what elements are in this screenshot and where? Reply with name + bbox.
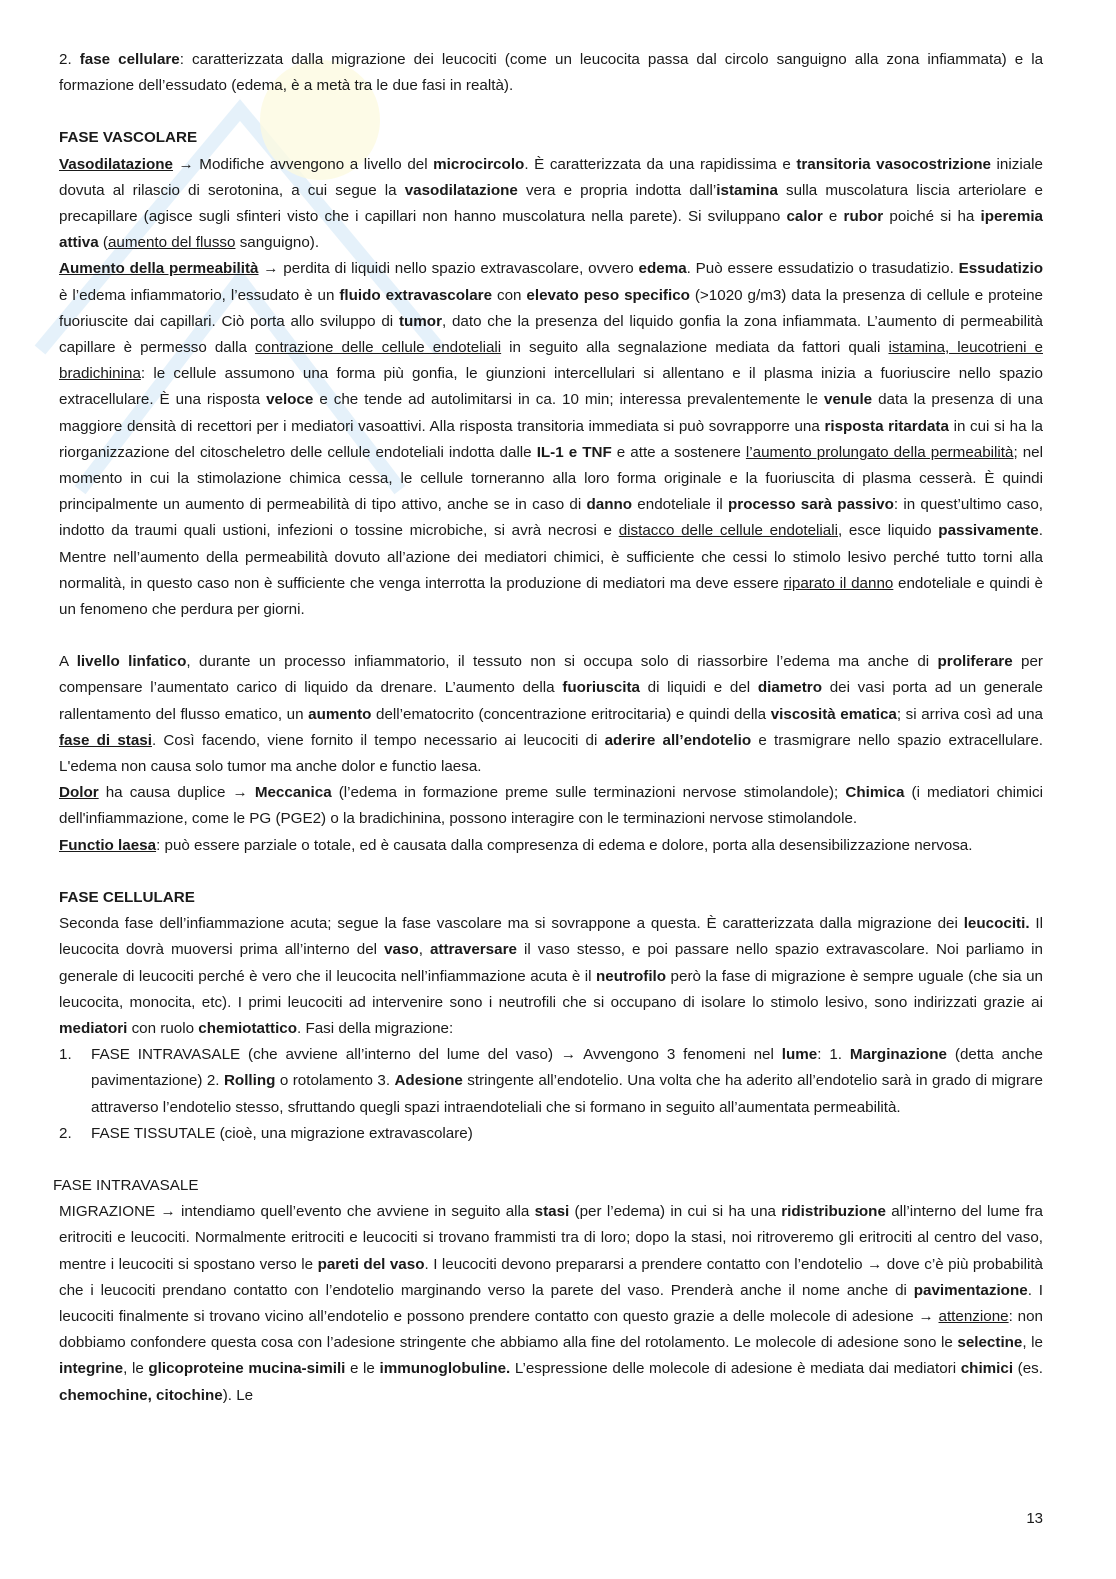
list-item: 2. FASE TISSUTALE (cioè, una migrazione extravascolare) [59,1124,473,1142]
paragraph-livello-linfatico: A livello linfatico, durante un processo infiammatorio, il tessuto non si occupa solo di riassorbire l’edema ma anche di proliferare per compensare l’aumentato carico di liquido da drenare. L’aumento della fuoriuscita di liquidi e del diametro dei vasi porta ad un generale rallentamento del flusso ematico, un aumento dell’ematocrito (concentrazione eritrocitaria) e quindi della viscosità ematica; si arriva così ad una fase di stasi. Così facendo, viene fornito il tempo necessario ai leucociti di aderire all’endotelio e trasmigrare nello spazio extracellulare. L'edema non causa solo tumor ma anche dolor e functio laesa. [59,653,1044,776]
page-content [53,47,1044,1409]
page-number: 13 [1026,1510,1043,1527]
paragraph-functio-laesa: Functio laesa: può essere parziale o totale, ed è causata dalla compresenza di edema e dolore, porta alla desensibilizzazione nervosa. [59,836,973,854]
migration-phases-list [59,1042,1043,1147]
paragraph-fase-cellulare: Seconda fase dell’infiammazione acuta; segue la fase vascolare ma si sovrappone a questa. È caratterizzata dalla migrazione dei leucociti. Il leucocita dovrà muoversi prima all’interno del vaso, attraversare il vaso stesso, e poi passare nello spazio extravascolare. Noi parliamo in generale di leucociti perché è vero che il leucocita nell’infiammazione acuta è il neutrofilo però la fase di migrazione è sempre uguale (che sia un leucocita, monocita, etc). I primi leucociti ad intervenire sono i neutrofili che si occupano di isolare lo stimolo lesivo, sono indirizzati grazie ai mediatori con ruolo chemiotattico. Fasi della migrazione: [59,915,1043,1037]
heading-fase-cellulare: FASE CELLULARE [59,888,195,906]
intro-paragraph: 2. fase cellulare: caratterizzata dalla migrazione dei leucociti (come un leucocita passa dal circolo sanguigno alla zona infiammata) e la formazione dell’essudato (edema, è a metà tra le due fasi in realtà). [59,51,1044,95]
list-item: 1. FASE INTRAVASALE (che avviene all’interno del lume del vaso) → Avvengono 3 fenomeni nel lume: 1. Marginazione (detta anche pavimentazione) 2. Rolling o rotolamento 3. Adesione stringente all’endotelio. Una volta che ha aderito all’endotelio sarà in grado di migrare attraverso l’endotelio stesso, sfruttando quegli spazi intraendoteliali che si formano in seguito all’aumentata permeabilità. [59,1046,1044,1116]
paragraph-vasodilatazione: Vasodilatazione → Modifiche avvengono a livello del microcircolo. È caratterizzata da una rapidissima e transitoria vasocostrizione iniziale dovuta al rilascio di serotonina, a cui segue la vasodilatazione vera e propria indotta dall’istamina sulla muscolatura liscia arteriolare e precapillare (agisce sugli sfinteri visto che i capillari non hanno muscolatura nella parete). Si sviluppano calor e rubor poiché si ha iperemia attiva (aumento del flusso sanguigno). [59,155,1044,252]
heading-fase-intravasale: FASE INTRAVASALE [53,1176,199,1194]
paragraph-migrazione: MIGRAZIONE → intendiamo quell’evento che avviene in seguito alla stasi (per l’edema) in cui si ha una ridistribuzione all’interno del lume fra eritrociti e leucociti. Normalmente eritrociti e leucociti si trovano frammisti tra di loro; dopo la stasi, noi ritroveremo gli eritrociti al centro del vaso, mentre i leucociti si spostano verso le pareti del vaso. I leucociti devono prepararsi a prendere contatto con l’endotelio → dove c’è più probabilità che i leucociti prendano contatto con l’endotelio marginando verso la parete del vaso. Prenderà anche il nome anche di pavimentazione. I leucociti finalmente si trovano vicino all’endotelio e possono prendere contatto con questo grazie a delle molecole di adesione → attenzione: non dobbiamo confondere questa cosa con l’adesione stringente che abbiamo alla fine del rotolamento. Le molecole di adesione sono le selectine, le integrine, le glicoproteine mucina-simili e le immunoglobuline. L’espressione delle molecole di adesione è mediata dai mediatori chimici (es. chemochine, citochine). Le [59,1203,1044,1404]
heading-fase-vascolare: FASE VASCOLARE [59,129,198,147]
paragraph-permeabilita: Aumento della permeabilità → perdita di liquidi nello spazio extravascolare, ovvero edema. Può essere essudatizio o trasudatizio. Essudatizio è l’edema infiammatorio, l’essudato è un fluido extravascolare con elevato peso specifico (>1020 g/m3) data la presenza di cellule e proteine fuoriuscite dai capillari. Ciò porta allo sviluppo di tumor, dato che la presenza del liquido gonfia la zona infiammata. L’aumento di permeabilità capillare è permesso dalla contrazione delle cellule endoteliali in seguito alla segnalazione mediata da fattori quali istamina, leucotrieni e bradichinina: le cellule assumono una forma più gonfia, le giunzioni intercellulari si allentano e il plasma inizia a fuoriuscire nello spazio extracellulare. È una risposta veloce e che tende ad autolimitarsi in ca. 10 min; interessa prevalentemente le venule data la presenza di una maggiore densità di recettori per i mediatori vasoattivi. Alla risposta transitoria immediata si può sovrapporre una risposta ritardata in cui si ha la riorganizzazione del citoscheletro delle cellule endoteliali indotta dalle IL-1 e TNF e atte a sostenere l’aumento prolungato della permeabilità; nel momento in cui la stimolazione chimica cessa, le cellule torneranno alla loro forma originale e la fuoriuscita di plasma cesserà. È quindi principalmente un aumento di permeabilità di tipo attivo, anche se in caso di danno endoteliale il processo sarà passivo: in quest’ultimo caso, indotto da traumi quali ustioni, infezioni o tossine microbiche, si avrà necrosi e distacco delle cellule endoteliali, esce liquido passivamente. Mentre nell’aumento della permeabilità dovuto all’azione dei mediatori chimici, è sufficiente che cessi lo stimolo lesivo perché tutto torni alla normalità, in questo caso non è sufficiente che venga interrotta la produzione di mediatori ma deve essere riparato il danno endoteliale e quindi è un fenomeno che perdura per giorni. [59,260,1043,619]
paragraph-dolor: Dolor ha causa duplice → Meccanica (l’edema in formazione preme sulle terminazioni nervose stimolandole); Chimica (i mediatori chimici dell'infiammazione, come le PG (PGE2) o la bradichinina, possono interagire con le terminazioni nervose stimolandole. [59,784,1044,828]
